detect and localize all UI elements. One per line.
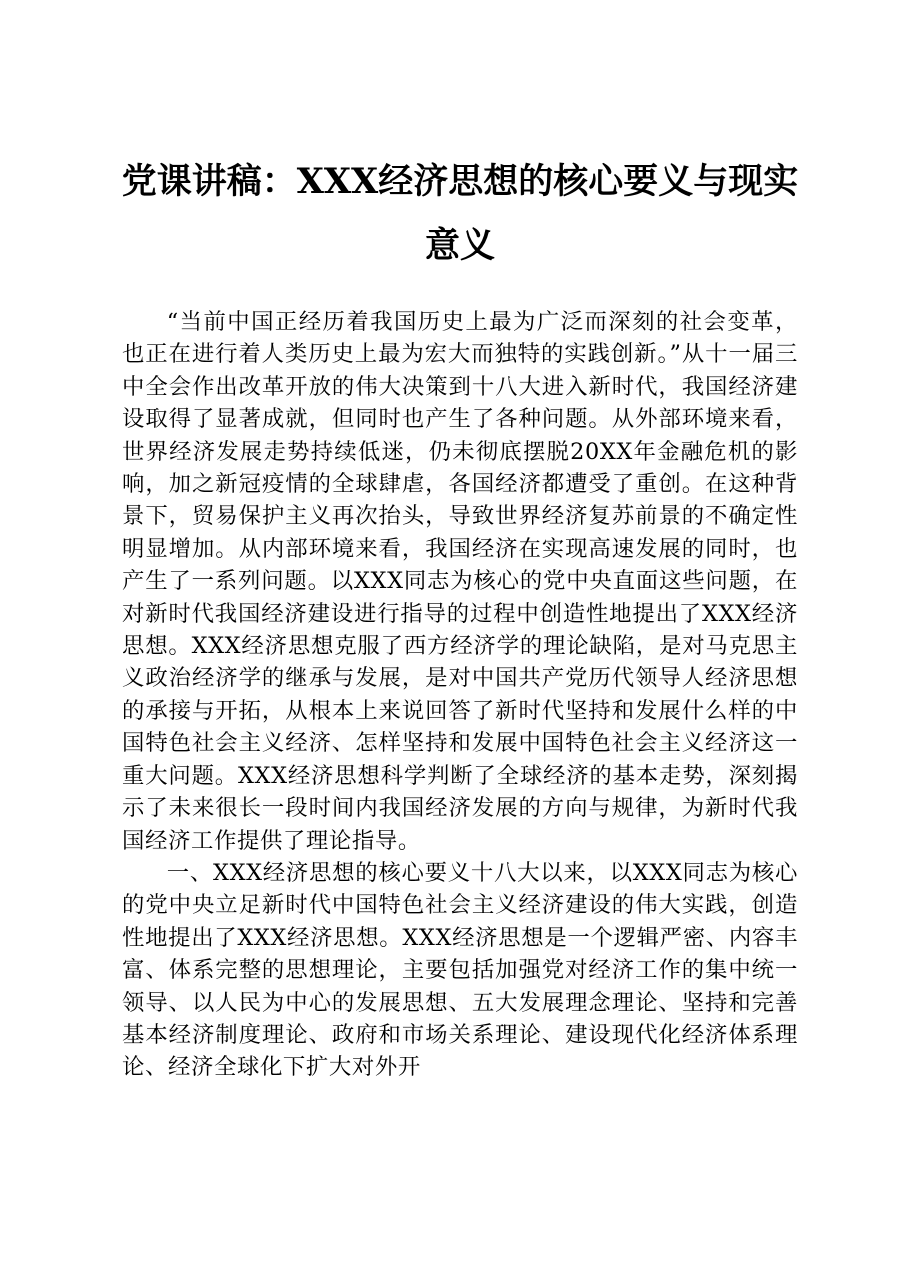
body-paragraph: 一、XXX经济思想的核心要义十八大以来，以XXX同志为核心的党中央立足新时代中国特色社会主义经济建设的伟大实践，创造性地提出了XXX经济思想。XXX经济思想是一个逻辑严密、内容丰富、体系完整的思想理论，主要包括加强党对经济工作的集中统一领导、以人民为中心的发展思想、五大发展理念理论、坚持和完善基本经济制度理论、政府和市场关系理论、建设现代化经济体系理论、经济全球化下扩大对外开 xyxy=(122,859,798,1081)
document-body xyxy=(122,306,798,1084)
document-title: 党课讲稿：XXX经济思想的核心要义与现实意义 xyxy=(121,161,799,266)
body-paragraph: “当前中国正经历着我国历史上最为广泛而深刻的社会变革，也正在进行着人类历史上最为宏大而独特的实践创新。”从十一届三中全会作出改革开放的伟大决策到十八大进入新时代，我国经济建设取得了显著成就，但同时也产生了各种问题。从外部环境来看，世界经济发展走势持续低迷，仍未彻底摆脱20XX年金融危机的影响，加之新冠疫情的全球肆虐，各国经济都遭受了重创。在这种背景下，贸易保护主义再次抬头，导致世界经济复苏前景的不确定性明显增加。从内部环境来看，我国经济在实现高速发展的同时，也产生了一系列问题。以XXX同志为核心的党中央直面这些问题，在对新时代我国经济建设进行指导的过程中创造性地提出了XXX经济思想。XXX经济思想克服了西方经济学的理论缺陷，是对马克思主义政治经济学的继承与发展，是对中国共产党历代领导人经济思想的承接与开拓，从根本上来说回答了新时代坚持和发展什么样的中国特色社会主义经济、怎样坚持和发展中国特色社会主义经济这一重大问题。XXX经济思想科学判断了全球经济的基本走势，深刻揭示了未来很长一段时间内我国经济发展的方向与规律，为新时代我国经济工作提供了理论指导。 xyxy=(122,309,798,854)
